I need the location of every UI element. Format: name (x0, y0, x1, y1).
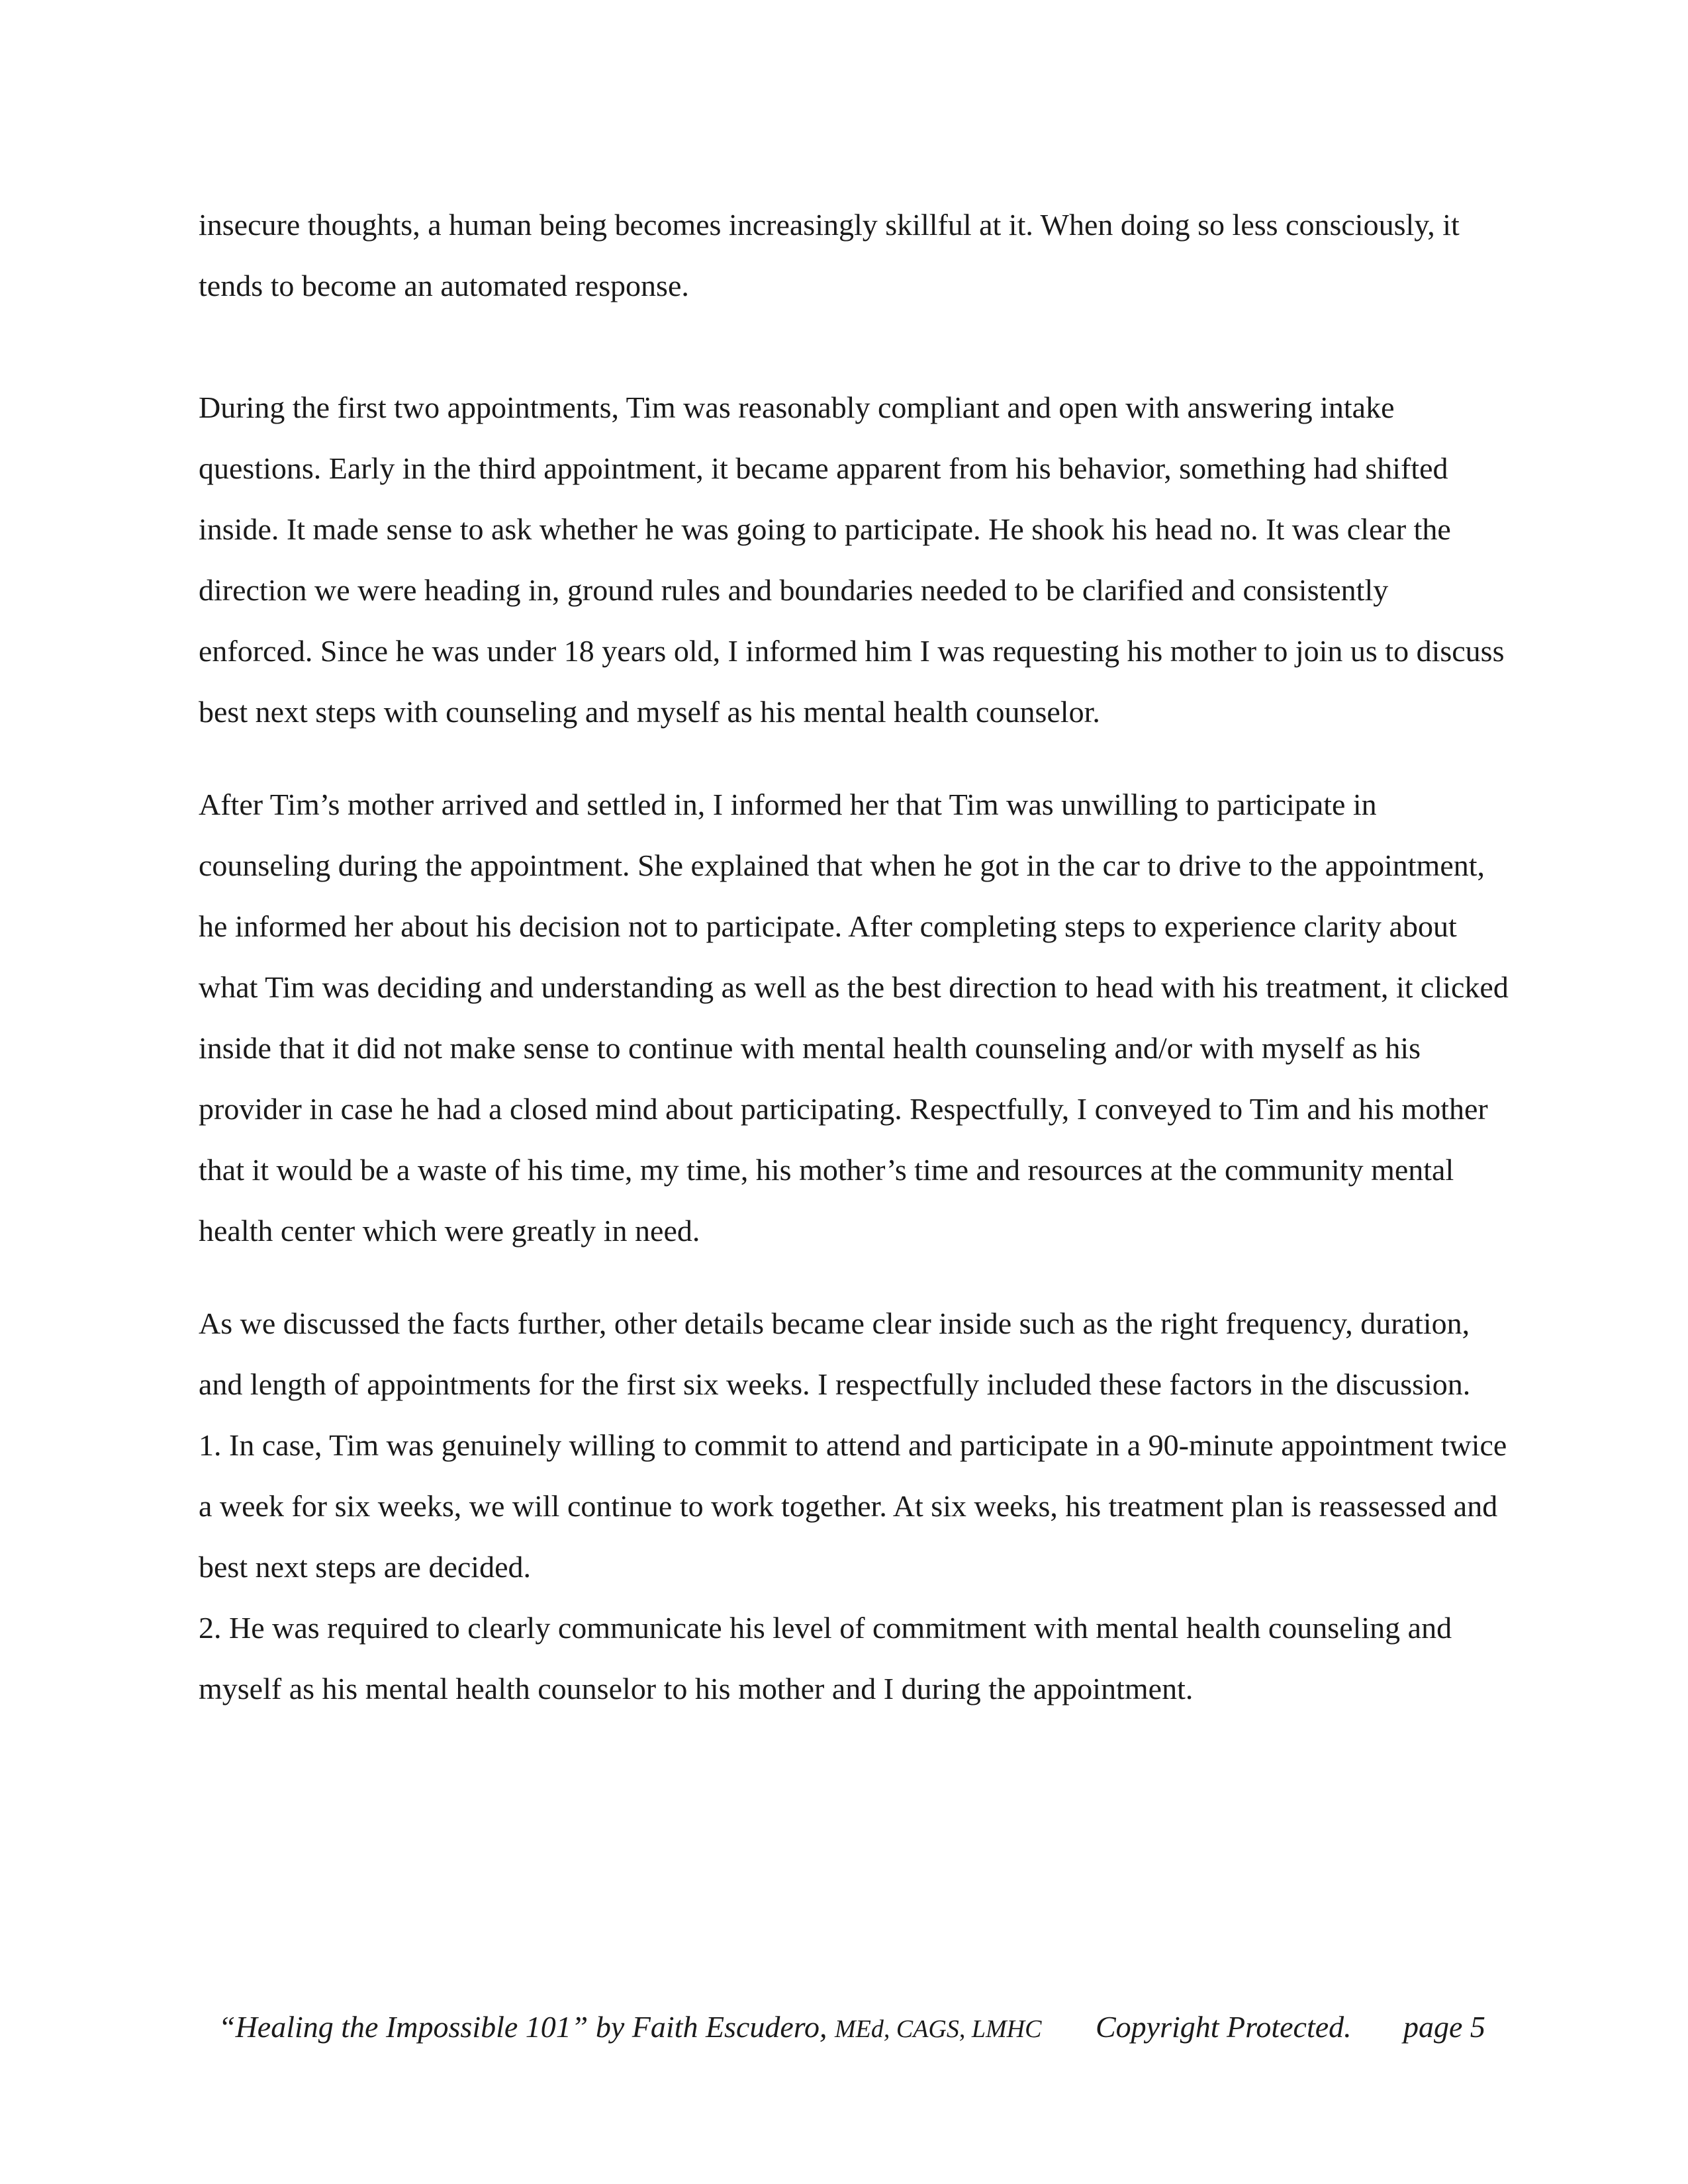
paragraph-3: After Tim’s mother arrived and settled in, I informed her that Tim was unwilling to participate in counseling during the appointment. She explained that when he got in the car to drive to the appointment, he informed her about his decision not to participate. After completing steps to experience clarity about what Tim was deciding and understanding as well as the best direction to head with his treatment, it clicked inside that it did not make sense to continue with mental health counseling and/or with myself as his provider in case he had a closed mind about participating. Respectfully, I conveyed to Tim and his mother that it would be a waste of his time, my time, his mother’s time and resources at the community mental health center which were greatly in need. (199, 788, 1509, 1248)
list-item-1: 1. In case, Tim was genuinely willing to commit to attend and participate in a 90-minute appointment twice a week for six weeks, we will continue to work together. At six weeks, his treatment plan is reassessed and best next steps are decided. (199, 1428, 1507, 1584)
page-number: page 5 (1403, 2010, 1485, 2044)
list-item-2: 2. He was required to clearly communicate his level of commitment with mental health counseling and myself as his mental health counselor to his mother and I during the appointment. (199, 1611, 1452, 1706)
footer-credentials: MEd, CAGS, LMHC (834, 2015, 1042, 2043)
paragraph-1: insecure thoughts, a human being becomes increasingly skillful at it. When doing so less consciously, it tends to become an automated response. (199, 208, 1460, 302)
paragraph-2: During the first two appointments, Tim was reasonably compliant and open with answering intake questions. Early in the third appointment, it became apparent from his behavior, something had shifted inside. It made sense to ask whether he was going to participate. He shook his head no. It was clear the direction we were heading in, ground rules and boundaries needed to be clarified and consistently enforced. Since he was under 18 years old, I informed him I was requesting his mother to join us to discuss best next steps with counseling and myself as his mental health counselor. (199, 390, 1505, 729)
footer-book-title: “Healing the Impossible 101” by Faith Escudero, (218, 2010, 827, 2044)
body-text (199, 195, 1509, 1719)
footer-title (218, 2009, 1041, 2044)
page-footer (218, 2009, 1496, 2056)
footer-copyright: Copyright Protected. (1096, 2010, 1352, 2044)
paragraph-4: As we discussed the facts further, other details became clear inside such as the right frequency, duration, and length of appointments for the first six weeks. I respectfully included these factors in the discussion. (199, 1306, 1471, 1401)
